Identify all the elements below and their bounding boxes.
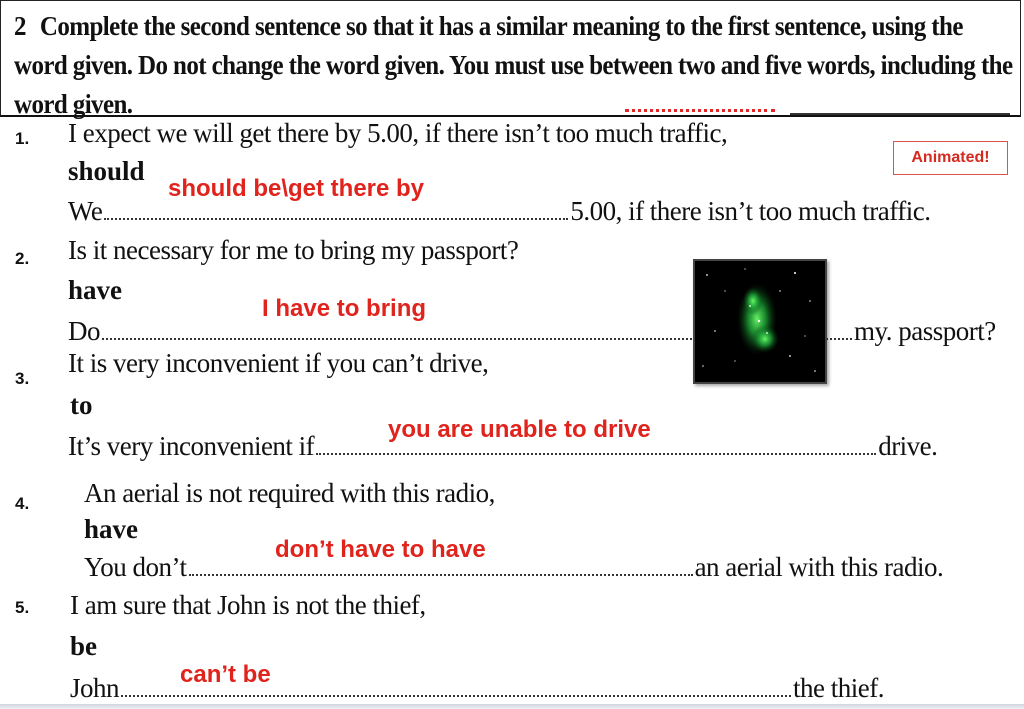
- animated-badge: Animated!: [893, 141, 1008, 175]
- question-2-sentence: [68, 316, 996, 347]
- answer-blank: [189, 552, 693, 576]
- question-1-sentence: [68, 196, 930, 227]
- red-dotted-line: [625, 109, 775, 112]
- question-5-start: John: [70, 673, 120, 703]
- question-4-end: an aerial with this radio.: [694, 552, 944, 582]
- instructions-body: Complete the second sentence so that it has a similar meaning to the first sentence, using the word given. Do not change the word given. You must use between two and five words, including the word given.: [14, 12, 1013, 120]
- question-4-start: You don’t: [84, 552, 187, 582]
- question-3-number: 3.: [15, 369, 30, 388]
- dark-dash-line: [790, 113, 1010, 115]
- question-3-keyword: to: [70, 390, 93, 420]
- question-4-sentence: [84, 552, 943, 583]
- question-3-end: drive.: [878, 431, 938, 461]
- answer-blank: [316, 431, 876, 455]
- question-2-number: 2.: [15, 249, 30, 268]
- question-1-end: 5.00, if there isn’t too much traffic.: [570, 196, 931, 226]
- question-3-answer: you are unable to drive: [388, 416, 651, 443]
- answer-blank: [121, 673, 791, 697]
- question-1-original: I expect we will get there by 5.00, if there isn’t too much traffic,: [68, 118, 728, 148]
- question-2-answer: I have to bring: [262, 295, 427, 322]
- question-1-keyword: should: [68, 156, 145, 186]
- question-5-answer: can’t be: [180, 661, 271, 688]
- question-3-sentence: [68, 431, 937, 462]
- question-5-end: the thief.: [793, 673, 884, 703]
- exercise-number: 2: [14, 12, 26, 42]
- bottom-border: [0, 704, 1024, 709]
- question-3-original: It is very inconvenient if you can’t drive,: [68, 348, 489, 378]
- question-1-number: 1.: [15, 129, 30, 148]
- green-nebula-image: [693, 259, 827, 384]
- question-5-sentence: [70, 673, 884, 704]
- question-2-start: Do: [68, 316, 100, 346]
- question-1-start: We: [68, 196, 103, 226]
- question-4-number: 4.: [15, 494, 30, 513]
- question-2-end: my. passport?: [854, 316, 996, 346]
- question-5-keyword: be: [70, 631, 97, 661]
- instructions-text: [14, 8, 1014, 125]
- question-4-keyword: have: [84, 514, 138, 544]
- question-3-start: It’s very inconvenient if: [68, 431, 315, 461]
- nebula-graphic: [695, 261, 825, 382]
- question-2-keyword: have: [68, 275, 122, 305]
- question-5-number: 5.: [15, 598, 30, 617]
- question-1-answer: should be\get there by: [168, 175, 425, 202]
- answer-blank: [104, 196, 568, 220]
- question-2-original: Is it necessary for me to bring my passport?: [68, 235, 519, 265]
- question-5-original: I am sure that John is not the thief,: [70, 590, 426, 620]
- question-4-answer: don’t have to have: [275, 536, 486, 563]
- question-4-original: An aerial is not required with this radio,: [84, 478, 495, 508]
